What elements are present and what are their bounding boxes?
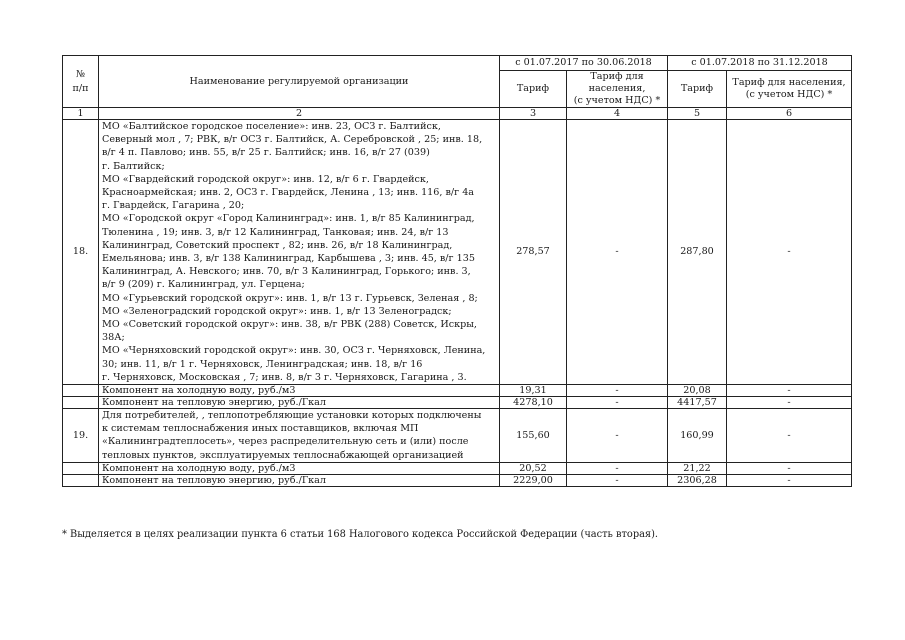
column-number: 2 [99,108,500,120]
header-row-periods [63,56,852,71]
column-number: 3 [500,108,567,120]
description-line: г. Черняховск, Московская , 7; инв. 8, в/г 3 г. Черняховск, Гагарина , 3. [102,371,467,383]
component-value: 20,52 [500,462,567,474]
row-number: 18. [63,120,99,385]
column-number: 6 [727,108,852,120]
column-number: 1 [63,108,99,120]
description-line: в/г 9 (209) г. Калининград, ул. Герцена; [102,279,305,291]
population-tariff-value: - [567,409,668,463]
description-line: Калининград, А. Невского; инв. 70, в/г 3 Калининград, Горького; инв. 3, [102,266,471,278]
organization-description [99,409,500,463]
description-line: г. Гвардейск, Гагарина , 20; [102,200,245,212]
component-row [63,462,852,474]
column-number-row [63,108,852,120]
description-line: Для потребителей, , теплопотребляющие установки которых подключены [102,410,482,422]
tariff-value: 155,60 [500,409,567,463]
component-value: - [727,397,852,409]
component-name: Компонент на тепловую энергию, руб./Гкал [99,474,500,486]
table-row [63,409,852,463]
column-number: 5 [668,108,727,120]
component-value: - [567,397,668,409]
component-value: 19,31 [500,385,567,397]
description-line: г. Балтийск; [102,160,165,172]
description-line: МО «Зеленоградский городской округ»: инв. 1, в/г 13 Зеленоградск; [102,305,452,317]
tariff-value: 160,99 [668,409,727,463]
component-value: 4417,57 [668,397,727,409]
description-line: МО «Городской округ «Город Калининград»: инв. 1, в/г 85 Калининград, [102,213,475,225]
description-line: МО «Гвардейский городской округ»: инв. 12, в/г 6 г. Гвардейск, [102,173,429,185]
component-row [63,397,852,409]
description-line: в/г 4 п. Павлово; инв. 55, в/г 25 г. Балтийск; инв. 16, в/г 27 (039) [102,147,430,159]
population-tariff-value: - [567,120,668,385]
population-tariff-value: - [727,120,852,385]
footnote: * Выделяется в целях реализации пункта 6 статьи 168 Налогового кодекса Российской Федерации (часть вторая). [62,529,659,540]
component-value: 20,08 [668,385,727,397]
header-tariff-1: Тариф [500,71,567,108]
description-line: к системам теплоснабжения иных поставщиков, включая МП [102,423,419,435]
component-value: - [567,474,668,486]
description-line: МО «Черняховский городской округ»: инв. 30, ОСЗ г. Черняховск, Ленина, [102,345,486,357]
tariff-value: 278,57 [500,120,567,385]
population-tariff-value: - [727,409,852,463]
row-number: 19. [63,409,99,463]
description-line: «Калининградтеплосеть», через распределительную сеть и (или) после [102,436,469,448]
component-value: - [567,462,668,474]
component-row [63,385,852,397]
description-line: тепловых пунктов, эксплуатируемых теплоснабжающей организацией [102,449,464,461]
table-row [63,120,852,385]
header-tariff-pop-1: Тариф для населения, (с учетом НДС) * [567,71,668,108]
header-period-2: с 01.07.2018 по 31.12.2018 [668,56,852,71]
tariff-value: 287,80 [668,120,727,385]
organization-description [99,120,500,385]
component-value: - [727,385,852,397]
description-line: МО «Советский городской округ»: инв. 38, в/г РВК (288) Советск, Искры, [102,319,477,331]
component-name: Компонент на тепловую энергию, руб./Гкал [99,397,500,409]
description-line: Тюленина , 19; инв. 3, в/г 12 Калининград, Танковая; инв. 24, в/г 13 [102,226,449,238]
component-name: Компонент на холодную воду, руб./м3 [99,385,500,397]
description-line: МО «Балтийское городское поселение»: инв. 23, ОСЗ г. Балтийск, [102,121,441,132]
description-line: Емельянова; инв. 3, в/г 138 Калининград, Карбышева , 3; инв. 45, в/г 135 [102,253,475,265]
tariff-table [62,55,852,487]
component-value: 2306,28 [668,474,727,486]
header-col-name: Наименование регулируемой организации [99,56,500,108]
component-value: 21,22 [668,462,727,474]
component-value: - [727,474,852,486]
header-period-1: с 01.07.2017 по 30.06.2018 [500,56,668,71]
header-tariff-2: Тариф [668,71,727,108]
header-col-num: № п/п [63,56,99,108]
description-line: МО «Гурьевский городской округ»: инв. 1, в/г 13 г. Гурьевск, Зеленая , 8; [102,292,478,304]
description-line: Красноармейская; инв. 2, ОСЗ г. Гвардейск, Ленина , 13; инв. 116, в/г 4а [102,187,475,199]
description-line: Калининград, Советский проспект , 82; инв. 26, в/г 18 Калининград, [102,239,453,251]
header-tariff-pop-2: Тариф для населения, (с учетом НДС) * [727,71,852,108]
component-value: 4278,10 [500,397,567,409]
component-value: 2229,00 [500,474,567,486]
description-line: 38А; [102,332,125,344]
component-value: - [727,462,852,474]
component-value: - [567,385,668,397]
column-number: 4 [567,108,668,120]
description-line: Северный мол , 7; РВК, в/г ОСЗ г. Балтийск, А. Серебровской , 25; инв. 18, [102,134,483,146]
description-line: 30; инв. 11, в/г 1 г. Черняховск, Ленинградская; инв. 18, в/г 16 [102,358,423,370]
component-row [63,474,852,486]
component-name: Компонент на холодную воду, руб./м3 [99,462,500,474]
